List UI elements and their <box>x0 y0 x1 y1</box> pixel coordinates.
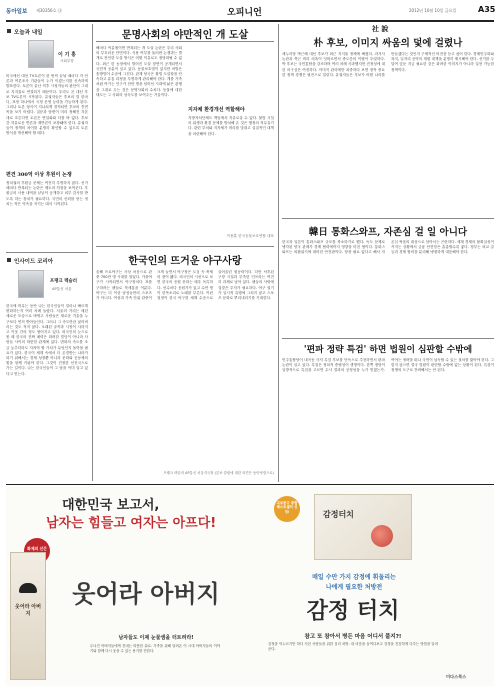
article-divider <box>96 246 274 247</box>
article-dog <box>96 24 274 244</box>
book-cover-title: 감정터치 <box>323 509 354 519</box>
editorial-2-body: 한국과 일본이 통화스와프 규모를 축소하기로 했다. 독도 문제로 냉각된 양국 관계가 경제 협력에까지 영향을 미친 셈이다. 통화스와프는 외환위기에 대비한 안전판이다. 당장 필요 없다고 해서 자존심 싸움의 대상으로 삼아서는 곤란하다. 세계 경제의 불확실성이 커지는 상황에서 금융 안전망은 촘촘할수록 좋다. 정부는 외교 갈등과 경제 협력을 분리해 냉정하게 대응해야 한다. <box>282 240 494 255</box>
book2-tagline-2: 나에게 필요한 처방전 <box>325 584 383 591</box>
bestseller-badge <box>274 496 300 522</box>
author-name: 이 기 홍 <box>58 52 76 58</box>
book2-tagline-1: 매일 수만 가지 감정에 휘둘리는 <box>312 574 396 581</box>
article-title: 한국인의 뜨거운 야구사랑 <box>128 256 242 267</box>
issue-date: 2012년 10월 10일 금요일 <box>409 8 457 13</box>
header-rule <box>6 20 494 22</box>
editorial-divider-2 <box>282 338 494 339</box>
column-tag-label: 인사이드 코리아 <box>14 259 54 265</box>
article-byline: 프랭크 렉슬러 AP통신 서울지국장 (본보 칼럼에 대한 의견은 동아닷컴으로) <box>163 471 274 475</box>
yarn-ball-icon <box>371 525 393 547</box>
masthead <box>6 5 494 21</box>
column-today <box>6 25 88 250</box>
left-column-divider <box>6 252 88 253</box>
article-body-2: 지방자치단체도 책임에서 자유로울 수 없다. 불법 시설의 위생과 환경 문제를 방치해 온 것은 행정의 직무유기다. 관련 부처와 지자체가 머리를 맞대고 실질적인 대책을 마련해야 한다. <box>188 116 274 136</box>
column-tag-marker <box>7 29 11 33</box>
editorial-1-title: 朴 후보, 이미지 싸움의 덫에 걸렸나 <box>313 38 463 49</box>
editorial-tag: 社 說 <box>372 24 389 33</box>
article-byline: 이용훈 한국동물보호연합 대표 <box>226 234 274 238</box>
editorial-3-title: '편파 정략 특검' 하면 법원이 심판할 수밖에 <box>303 345 473 355</box>
editorial-3-body: 민주통합당이 내곡동 사저 특검 후보를 단독으로 추천하면서 편파 논란이 일고 있다. 특검은 정치적 중립성이 생명이다. 한쪽 정당이 일방적으로 특검을 고르면 수사 결과의 공정성을 누가 믿겠는가. 여야는 정략을 떠나 국민이 납득할 수 있는 절차를 밟아야 한다. 그렇지 않으면 결국 법원이 판단할 수밖에 없는 상황이 된다. 특검이 정쟁의 도구로 전락해서는 안 된다. <box>282 358 494 373</box>
book1-tagline: 남자들도 이제 눈물샘을 터트려라! <box>118 635 194 641</box>
article-body: 올해 프로야구는 사상 처음으로 관중 700만 명 시대를 열었다. 가을야구가 시작되면서 야구장마다 표를 구하려는 팬들로 북새통을 이룬다. 야구는 더 이상 남성들만의 스포츠가 아니다. 여성과 가족 단위 관중이 크게 늘면서 야구장은 도심 속 축제의 장이 됐다. 외국인의 시선으로 보면 한국의 응원 문화는 매우 독특하다. 선수마다 응원가가 있고 수만 명이 한목소리로 노래를 부른다. 이런 열정이 한국 야구를 세계 수준으로 끌어올린 원동력이다. 다만 낙후된 구장 시설과 부족한 인프라는 여전히 과제로 남아 있다. 팬들의 사랑에 걸맞은 투자가 필요하다. 야구 열기가 일시적 유행에 그치지 않고 스포츠 문화로 뿌리내리기를 기대한다. <box>96 270 274 301</box>
ad-top-rule <box>6 484 494 485</box>
section-name: 오피니언 <box>227 8 262 18</box>
author-photo <box>28 40 54 68</box>
book-cover-title: 웃어라 아버지 <box>15 604 41 617</box>
column-body: 미국에선 대선 TV토론이 한 번씩 끝날 때마다 각 언론과 여론조사 기관들이 누가 이겼는지를 신속하게 발표한다. 토론이 끝난 직후 시청자들의 판단이 그대로 지지율로 연결되기 때문이다. 우리도 곧 대선 후보 TV토론이 시작된다. 유권자들은 후보의 말 한마디, 표정 하나에서 국정 운영 능력을 가늠하게 된다. 그러나 토론 형식이 지나치게 경직되면 후보의 진면목을 보기 어렵다. 질문과 답변이 미리 정해진 각본대로 흐른다면 토론은 연설회와 다를 바 없다. 후보 간 자유로운 반론과 재반론이 보장돼야 한다. 유권자들이 정책의 차이를 분명히 확인할 수 있도록 토론 방식을 개선해야 할 때다. <box>6 74 88 136</box>
article-baseball <box>96 250 274 482</box>
author-name: 프랭크 렉슬러 <box>50 279 77 284</box>
article-title: 문명사회의 야만적인 개 도살 <box>121 30 249 41</box>
author-photo <box>18 270 44 298</box>
editorials <box>282 24 494 482</box>
bowler-hat-icon <box>19 583 37 593</box>
column-tag <box>6 27 88 36</box>
column-insight <box>6 256 88 481</box>
column-body: 한국에 머무는 동안 나는 한국인들이 얼마나 빠르게 변화하는지 여러 차례 놀랐다. 서울의 거리는 매년 새로운 모습으로 바뀌고 사람들은 새로운 기술을 누구보다 먼저 받아들인다. 그러나 그 속도만큼 잃어버리는 것도 적지 않다. 오래된 골목과 시장이 사라지고 이웃 간의 정도 옅어지고 있다. 외국인의 눈으로 볼 때 한국의 진짜 매력은 화려한 빌딩이 아니라 사람들 사이의 따뜻한 관계에 있다. 변화의 속도를 조금 늦추더라도 지켜야 할 가치가 무엇인지 돌아볼 필요가 있다. 한국이 세계 속에서 더 존경받는 나라가 되기 위해서는 경제 성장뿐 아니라 문화와 공동체의 힘을 함께 키워야 한다. 그것이 진정한 선진국으로 가는 길이다. 나는 한국인들이 그 답을 이미 알고 있다고 믿는다. <box>6 304 88 376</box>
book2-description: 감정을 억누르기만 하다 지친 사람들을 위한 심리 처방. 내 마음을 들여다보고 감정을 건강하게 다루는 방법을 알려준다. <box>268 642 438 651</box>
editorial-1-body: 새누리당 박근혜 대선 후보가 최근 지지율 정체에 빠졌다. 과거사 논란과 측근 비리 의혹이 잇따르면서 중도층의 이탈이 뚜렷하다. 박 후보는 국민통합을 강조하며 여러 차례 사과했지만 진정성에 대한 의구심은 여전하다. 이미지 관리에만 치중하다 보면 정작 중요한 정책 경쟁은 뒷전으로 밀린다. 유권자들은 후보가 어떤 나라를 만들겠다는 것인지 구체적인 비전을 듣고 싶어 한다. 경제민주화와 복지, 일자리 공약의 재원 대책을 분명히 제시해야 한다. 선거를 두 달여 앞둔 지금 필요한 것은 화려한 이미지가 아니라 실현 가능한 정책이다. <box>282 52 494 77</box>
column-divider-1 <box>92 24 93 481</box>
author-title: AP통신 서울 <box>52 287 72 291</box>
editorial-divider-1 <box>282 218 494 219</box>
book2-title: 감정 터치 <box>306 598 400 624</box>
book-advertisement <box>6 486 494 686</box>
page-number: A35 <box>478 5 496 14</box>
ad-headline-2: 남자는 힘들고 여자는 아프다! <box>46 516 217 531</box>
column-divider-2 <box>278 24 279 482</box>
book1-title: 웃어라 아버지 <box>72 579 220 608</box>
paper-name: 동아일보 <box>6 9 28 15</box>
book-cover-1 <box>10 552 46 680</box>
book2-tagline-3: 참고 또 참아서 병든 마음 어디서 풀지?! <box>304 634 402 640</box>
column-tag <box>6 256 88 265</box>
column-tag-marker <box>7 258 11 262</box>
article-subhead: 지자체 환경개선 역할해야 <box>188 107 245 113</box>
author-title: 사회부장 <box>60 59 74 63</box>
badge-label: 화제의 신간 <box>27 546 47 551</box>
badge-label: 교보문고 종합베스트셀러 선정! <box>276 501 298 514</box>
book1-description: 무너진 아버지들에게 건네는 따뜻한 위로. 가족을 위해 달려온 이 시대 아버지들의 이야기와 함께 다시 웃을 수 있는 용기를 전한다. <box>90 644 220 653</box>
column-body-2: 정치권의 후원금 문제는 여전히 투명하지 않다. 선거 때마다 반복되는 논란은 제도의 허점을 보여준다. 후원금의 사용 내역을 낱낱이 공개하고 외부 감사를 받도록 하는 장치가 필요하다. 국민의 신뢰를 얻는 정치는 작은 약속을 지키는 데서 시작된다. <box>6 181 88 206</box>
editorial-2-title: 韓日 통화스와프, 자존심 걸 일 아니다 <box>308 227 468 238</box>
article-body: 해마다 여름철이면 반복되는 개 도살 논란은 우리 사회의 부끄러운 단면이다. 식용 여부를 둘러싼 논쟁과는 별개로 잔인한 도살 방식은 어떤 이유로도 정당화될 수 없다. 최근 한 농장에서 벌어진 도살 장면이 공개되면서 국민적 공분이 일고 있다. 동물보호법이 있지만 처벌은 솜방망이 수준에 그친다. 관계 당국은 불법 도살장을 단속하고 유통 과정을 투명하게 관리해야 한다. 개를 가족처럼 여기는 인구가 천만 명을 넘어선 시대에 낡은 관행을 그대로 두는 것은 문명사회의 수치다. 동물에 대한 태도는 그 사회의 성숙도를 보여주는 거울이다. <box>96 46 182 97</box>
column-tag-label: 오늘과 내일 <box>14 30 43 36</box>
book-cover-2 <box>314 494 412 560</box>
issue-number: 제30356호 ㉯ <box>36 8 62 13</box>
title-underline <box>96 41 274 42</box>
column-subhead: 편견 300억 이상 후원이 논쟁 <box>6 172 72 178</box>
publisher-logo: 미다스북스 <box>446 674 467 679</box>
ad-headline-1: 대한민국 보고서, <box>62 498 160 513</box>
